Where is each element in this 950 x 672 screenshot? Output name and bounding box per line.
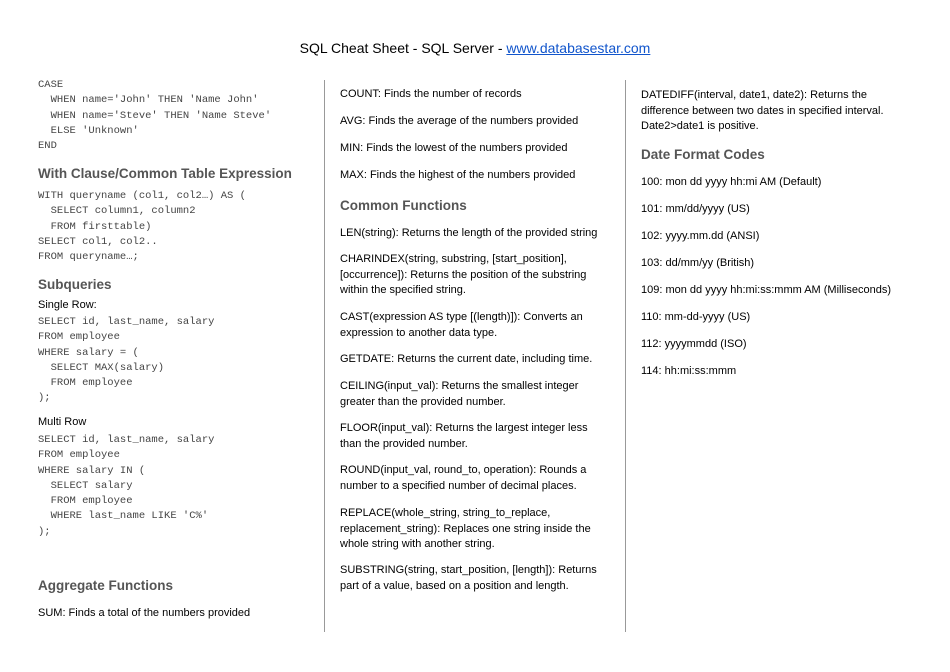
count-description: COUNT: Finds the number of records	[340, 88, 522, 100]
multi-row-label: Multi Row	[38, 416, 87, 428]
column-divider-1	[324, 80, 325, 632]
ceiling-description: CEILING(input_val): Returns the smallest integer greater than the provided number.	[340, 380, 579, 408]
case-code-block: CASE WHEN name='John' THEN 'Name John' WHEN name='Steve' THEN 'Name Steve' ELSE 'Unknown' END	[38, 79, 272, 153]
page-title-text: SQL Cheat Sheet - SQL Server -	[299, 40, 507, 56]
aggregate-functions-heading: Aggregate Functions	[38, 578, 174, 593]
date-code-item: 112: yyyymmdd (ISO)	[641, 338, 747, 350]
charindex-description: CHARINDEX(string, substring, [start_position], [occurrence]): Returns the position of the substring within the specified string.	[340, 253, 587, 297]
date-code-item: 102: yyyy.mm.dd (ANSI)	[641, 230, 760, 242]
len-description: LEN(string): Returns the length of the provided string	[340, 227, 598, 239]
date-code-item: 101: mm/dd/yyyy (US)	[641, 203, 750, 215]
getdate-description: GETDATE: Returns the current date, including time.	[340, 353, 593, 365]
with-clause-code-block: WITH queryname (col1, col2…) AS ( SELECT column1, column2 FROM firsttable) SELECT col1, col2.. FROM queryname…;	[38, 190, 246, 264]
website-link[interactable]: www.databasestar.com	[506, 40, 651, 56]
date-format-codes-heading: Date Format Codes	[641, 147, 765, 162]
substring-description: SUBSTRING(string, start_position, [length]): Returns part of a value, based on a position and length.	[340, 564, 597, 592]
date-code-item: 103: dd/mm/yy (British)	[641, 257, 755, 269]
date-code-item: 109: mon dd yyyy hh:mi:ss:mmm AM (Milliseconds)	[641, 284, 892, 296]
single-row-label: Single Row:	[38, 299, 97, 311]
date-code-item: 114: hh:mi:ss:mmm	[641, 365, 737, 377]
date-code-item: 110: mm-dd-yyyy (US)	[641, 311, 751, 323]
min-description: MIN: Finds the lowest of the numbers provided	[340, 142, 568, 154]
subqueries-heading: Subqueries	[38, 277, 112, 292]
cast-description: CAST(expression AS type [(length)]): Converts an expression to another data type.	[340, 311, 583, 339]
with-clause-heading: With Clause/Common Table Expression	[38, 166, 292, 181]
datediff-description: DATEDIFF(interval, date1, date2): Returns the difference between two dates in specified interval. Date2>date1 is positive.	[641, 89, 884, 133]
round-description: ROUND(input_val, round_to, operation): Rounds a number to a specified number of decimal places.	[340, 464, 587, 492]
date-code-item: 100: mon dd yyyy hh:mi AM (Default)	[641, 176, 822, 188]
max-description: MAX: Finds the highest of the numbers provided	[340, 169, 576, 181]
single-row-code-block: SELECT id, last_name, salary FROM employee WHERE salary = ( SELECT MAX(salary) FROM employee );	[38, 316, 215, 405]
page-title	[0, 40, 950, 56]
replace-description: REPLACE(whole_string, string_to_replace, replacement_string): Replaces one string inside the whole string with another string.	[340, 507, 591, 551]
column-divider-2	[625, 80, 626, 632]
avg-description: AVG: Finds the average of the numbers provided	[340, 115, 579, 127]
sum-description: SUM: Finds a total of the numbers provided	[38, 607, 251, 619]
multi-row-code-block: SELECT id, last_name, salary FROM employee WHERE salary IN ( SELECT salary FROM employee WHERE last_name LIKE 'C%' );	[38, 434, 215, 538]
floor-description: FLOOR(input_val): Returns the largest integer less than the provided number.	[340, 422, 588, 450]
common-functions-heading: Common Functions	[340, 198, 467, 213]
